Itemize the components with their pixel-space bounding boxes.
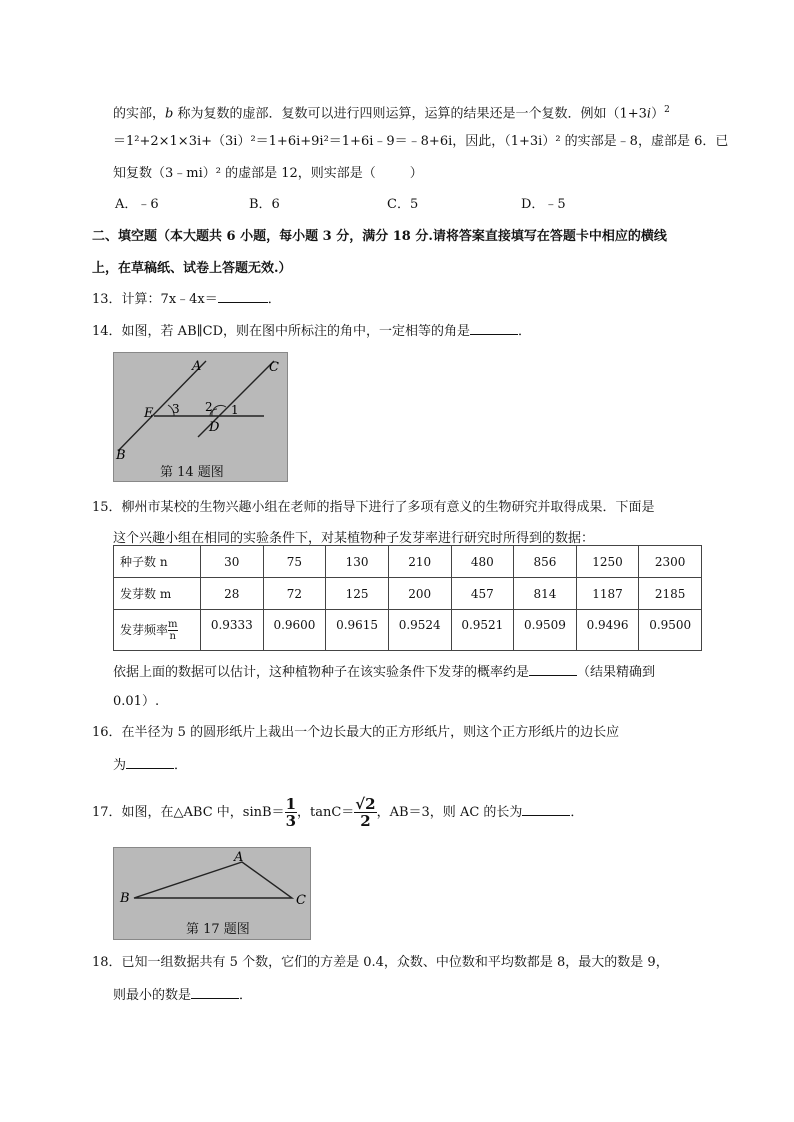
table-cell: 72 — [263, 578, 326, 610]
table-cell: 480 — [451, 546, 514, 578]
label-b: B — [120, 891, 130, 906]
question-16-line-1: 16．在半径为 5 的圆形纸片上裁出一个边长最大的正方形纸片，则这个正方形纸片的边长应 — [92, 725, 620, 740]
table-cell: 856 — [514, 546, 577, 578]
table-cell: 2300 — [639, 546, 702, 578]
fraction-tanc: $\frac{√2}{2}$ — [355, 795, 376, 830]
label-a: A — [192, 359, 202, 374]
label-a: A — [234, 850, 244, 865]
table-cell: 0.9496 — [576, 610, 639, 651]
question-17: 17．如图，在△ABC 中，sinB＝ $\frac{1}{3}$ ，tanC＝ $\frac{√2}{2}$ ，AB＝3，则 AC 的长为 ． — [92, 795, 584, 830]
table-row — [114, 546, 702, 578]
answer-blank-15[interactable] — [529, 663, 577, 676]
germination-table — [113, 545, 702, 651]
q12-option-b[interactable]: B．6 — [249, 197, 280, 212]
label-angle-1: 1 — [231, 403, 239, 417]
table-cell: 75 — [263, 546, 326, 578]
q12-exponent: 2 — [664, 105, 670, 115]
answer-blank-16[interactable] — [126, 756, 174, 769]
question-15-line-4: 0.01）. — [113, 694, 160, 709]
triangle-abc — [134, 862, 292, 898]
label-b: B — [116, 448, 126, 463]
label-c: C — [296, 893, 306, 908]
table-cell: 0.9521 — [451, 610, 514, 651]
q12-line-1: 的实部，b 称为复数的虚部．复数可以进行四则运算，运算的结果还是一个复数．例如$(1+3i)^2$ — [113, 105, 670, 122]
table-cell: 130 — [326, 546, 389, 578]
line-ab — [118, 361, 206, 451]
table-cell: 0.9333 — [201, 610, 264, 651]
section-heading-fill-blank: 二、填空题（本大题共 6 小题，每小题 3 分，满分 18 分.请将答案直接填写在答题卡中相应的横线 — [92, 229, 667, 244]
q12-line-3: 知复数（3﹣mi）² 的虚部是 12，则实部是（ ） — [113, 166, 423, 181]
table-cell: 125 — [326, 578, 389, 610]
row-label-germinated: 发芽数 m — [114, 578, 201, 610]
table-cell: 0.9600 — [263, 610, 326, 651]
figure-17-caption: 第 17 题图 — [186, 922, 250, 937]
question-15-line-2: 这个兴趣小组在相同的实验条件下，对某植物种子发芽率进行研究时所得到的数据： — [113, 531, 595, 546]
table-cell: 814 — [514, 578, 577, 610]
q12-var-b: b — [165, 106, 174, 122]
label-d: D — [209, 420, 220, 435]
question-18-line-1: 18．已知一组数据共有 5 个数，它们的方差是 0.4，众数、中位数和平均数都是 8，最大的数是 9， — [92, 955, 669, 970]
figure-14-caption: 第 14 题图 — [160, 465, 224, 480]
table-row — [114, 578, 702, 610]
q12-option-a[interactable]: A．﹣6 — [115, 197, 159, 212]
answer-blank-13[interactable] — [218, 290, 268, 303]
section-heading-line-2: 上，在草稿纸、试卷上答题无效.） — [92, 261, 292, 276]
q12-option-d[interactable]: D．﹣5 — [521, 197, 566, 212]
fraction-sinb: $\frac{1}{3}$ — [285, 795, 296, 830]
answer-blank-18[interactable] — [191, 986, 239, 999]
q12-var-i: i — [646, 106, 652, 122]
table-cell: 210 — [388, 546, 451, 578]
answer-blank-17[interactable] — [522, 803, 570, 816]
row-label-seeds: 种子数 n — [114, 546, 201, 578]
figure-17 — [113, 847, 311, 940]
q12-option-c[interactable]: C．5 — [387, 197, 419, 212]
table-cell: 1187 — [576, 578, 639, 610]
table-row — [114, 610, 702, 651]
label-e: E — [144, 406, 154, 421]
label-angle-3: 3 — [172, 402, 180, 416]
table-cell: 0.9500 — [639, 610, 702, 651]
figure-14 — [113, 352, 288, 482]
table-cell: 0.9615 — [326, 610, 389, 651]
fraction-m-over-n: $\frac{m}{n}$ — [168, 618, 178, 642]
table-cell: 30 — [201, 546, 264, 578]
q12-line-2: ＝1²+2×1×3i+（3i）²＝1+6i+9i²＝1+6i﹣9＝﹣8+6i，因此，（1+3i）² 的实部是﹣8，虚部是 6．已 — [113, 134, 729, 149]
table-cell: 2185 — [639, 578, 702, 610]
question-14: 14．如图，若 AB∥CD，则在图中所标注的角中，一定相等的角是 ． — [92, 324, 532, 339]
question-13: 13．计算：7x﹣4x＝ ． — [92, 292, 281, 307]
table-cell: 0.9509 — [514, 610, 577, 651]
question-15-line-1: 15．柳州市某校的生物兴趣小组在老师的指导下进行了多项有意义的生物研究并取得成果．下面是 — [92, 500, 655, 515]
question-16-line-2: 为 ． — [113, 758, 188, 773]
question-15-line-3: 依据上面的数据可以估计，这种植物种子在该实验条件下发芽的概率约是 （结果精确到 — [113, 665, 656, 680]
table-cell: 0.9524 — [388, 610, 451, 651]
table-cell: 200 — [388, 578, 451, 610]
question-18-line-2: 则最小的数是 ． — [113, 988, 253, 1003]
row-label-frequency: 发芽频率 $\frac{m}{n}$ — [114, 610, 201, 651]
table-cell: 457 — [451, 578, 514, 610]
table-cell: 1250 — [576, 546, 639, 578]
label-c: C — [269, 360, 279, 375]
table-cell: 28 — [201, 578, 264, 610]
label-angle-2: 2 — [205, 400, 213, 414]
answer-blank-14[interactable] — [470, 322, 518, 335]
